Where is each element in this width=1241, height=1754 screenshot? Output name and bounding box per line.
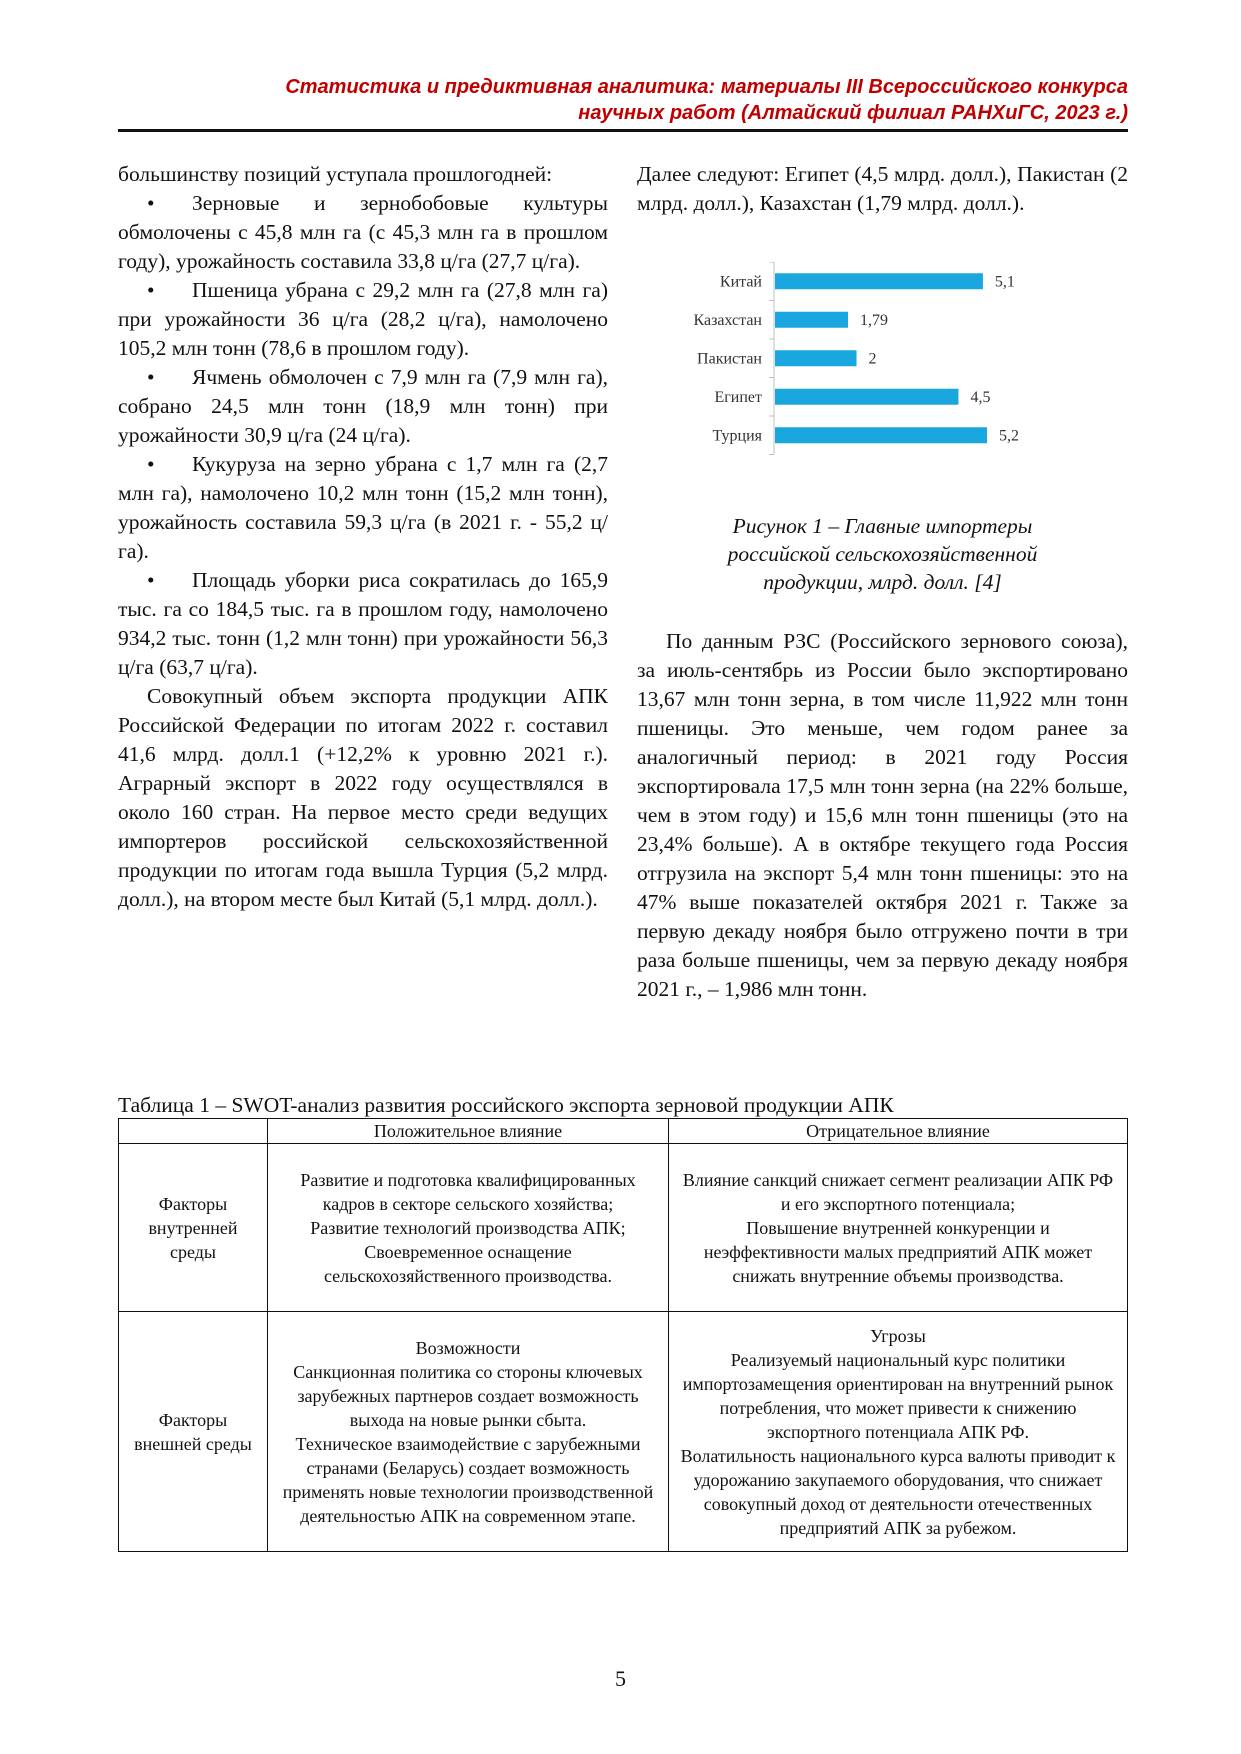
chart-value-label: 4,5: [970, 388, 991, 406]
header-line-2: научных работ (Алтайский филиал РАНХиГС, 2023 г.): [578, 102, 1128, 124]
threats-cell: Угрозы Реализуемый национальный курс политики импортозамещения ориентирован на внутренний рынок потребления, что может привести к снижению экспортного потенциала АПК РФ. Волатильность национального курса валюты приводит к удорожанию закупаемого оборудования, что снижает совокупный доход от деятельности отечественных предприятий АПК за рубежом.: [669, 1312, 1128, 1552]
row-label-internal: Факторы внутренней среды: [119, 1144, 268, 1312]
right-column-body: [637, 627, 1128, 1004]
chart-svg: [637, 262, 1128, 494]
opportunities-cell: Возможности Санкционная политика со стороны ключевых зарубежных партнеров создает возможность выхода на новые рынки сбыта. Техническое взаимодействие с зарубежными странами (Беларусь) создает возможность применять новые технологии производственной деятельностью АПК на современном этапе.: [268, 1312, 669, 1552]
bullet-item: • Кукуруза на зерно убрана с 1,7 млн га (2,7 млн га), намолочено 10,2 млн тонн (15,2 млн тонн), урожайность составила 59,3 ц/га (в 2021 г. - 55,2 ц/га).: [118, 452, 608, 563]
figure-caption: Рисунок 1 – Главные импортеры российской сельскохозяйственной продукции, млрд. долл. [4]: [727, 514, 1038, 594]
bullet-marker: •: [147, 452, 155, 476]
table-header-row: [119, 1119, 1128, 1144]
rzs-paragraph: По данным РЗС (Российского зернового союза), за июль-сентябрь из России было экспортировано 13,67 млн тонн зерна, в том числе 11,922 млн тонн пшеницы. Это меньше, чем годом ранее за аналогичный период: в 2021 году Россия экспортировала 17,5 млн тонн зерна (на 22% больше, чем в этом году) и 15,6 млн тонн пшеницы (это на 23,4% больше). А в октябре текущего года Россия отгрузила на экспорт 5,4 млн тонн пшеницы: это на 47% выше показателей октября 2021 г. Также за первую декаду ноября было отгружено почти в три раза больше пшеницы, чем за первую декаду ноября 2021 г., – 1,986 млн тонн.: [637, 629, 1128, 1001]
table-title: Таблица 1 – SWOT-анализ развития российского экспорта зерновой продукции АПК: [118, 1093, 894, 1117]
chart-value-label: 1,79: [859, 311, 888, 329]
header-empty-cell: [119, 1119, 268, 1144]
chart-value-label: 5,2: [999, 427, 1019, 445]
bullet-marker: •: [147, 568, 155, 592]
importers-chart: [637, 262, 1128, 494]
chart-value-label: 2: [868, 350, 877, 368]
bullet-marker: •: [147, 365, 155, 389]
opportunities-title: Возможности: [415, 1337, 521, 1358]
bullet-marker: •: [147, 278, 155, 302]
bullet-item: • Зерновые и зернобобовые культуры обмолочены с 45,8 млн га (с 45,3 млн га в прошлом году), урожайность составила 33,8 ц/га (27,7 ц/га).: [118, 191, 608, 273]
header-positive: Положительное влияние: [268, 1119, 669, 1144]
bullet-item: • Площадь уборки риса сократилась до 165,9 тыс. га со 184,5 тыс. га в прошлом году, намолочено 934,2 тыс. тонн (1,2 млн тонн) при урожайности 56,3 ц/га (63,7 ц/га).: [118, 568, 608, 679]
page-number: 5: [615, 1666, 626, 1691]
chart-bar: [775, 273, 983, 289]
chart-bar: [775, 427, 987, 443]
chart-category-label: Пакистан: [697, 350, 762, 368]
header-rule: [118, 129, 1128, 132]
left-intro: большинству позиций уступала прошлогодней:: [118, 162, 553, 186]
header-line-1: Статистика и предиктивная аналитика: материалы III Всероссийского конкурса: [285, 76, 1128, 98]
export-paragraph: Совокупный объем экспорта продукции АПК Российской Федерации по итогам 2022 г. составил 41,6 млрд. долл.1 (+12,2% к уровню 2021 г.). Аграрный экспорт в 2022 году осуществлялся в около 160 стран. На первое место среди ведущих импортеров российской сельскохозяйственной продукции по итогам года вышла Турция (5,2 млрд. долл.), на втором месте был Китай (5,1 млрд. долл.).: [118, 684, 608, 911]
chart-category-label: Казахстан: [693, 311, 762, 329]
chart-category-label: Турция: [712, 427, 762, 445]
bullet-item: • Пшеница убрана с 29,2 млн га (27,8 млн га) при урожайности 36 ц/га (28,2 ц/га), намолочено 105,2 млн тонн (78,6 в прошлом году).: [118, 278, 608, 360]
threats-title: Угрозы: [870, 1325, 926, 1346]
header-negative: Отрицательное влияние: [669, 1119, 1128, 1144]
bullet-marker: •: [147, 191, 155, 215]
weaknesses-cell: Влияние санкций снижает сегмент реализации АПК РФ и его экспортного потенциала; Повышение внутренней конкуренции и неэффективности малых предприятий АПК может снижать внутренние объемы производства.: [669, 1144, 1128, 1312]
table-row: [119, 1312, 1128, 1552]
chart-bar: [775, 350, 857, 366]
chart-category-label: Китай: [719, 273, 762, 291]
running-header: [118, 74, 1128, 126]
right-intro: Далее следуют: Египет (4,5 млрд. долл.), Пакистан (2 млрд. долл.), Казахстан (1,79 млрд. долл.).: [637, 162, 1128, 215]
swot-table: [118, 1118, 1128, 1552]
chart-value-label: 5,1: [994, 273, 1015, 291]
right-column-intro: [637, 160, 1128, 218]
table-row: [119, 1144, 1128, 1312]
chart-bar: [775, 389, 958, 405]
bullet-item: • Ячмень обмолочен с 7,9 млн га (7,9 млн га), собрано 24,5 млн тонн (18,9 млн тонн) при урожайности 30,9 ц/га (24 ц/га).: [118, 365, 608, 447]
left-column: [118, 160, 608, 914]
chart-bar: [775, 312, 848, 328]
strengths-cell: Развитие и подготовка квалифицированных кадров в секторе сельского хозяйства; Развитие технологий производства АПК; Своевременное оснащение сельскохозяйственного производства.: [268, 1144, 669, 1312]
chart-category-label: Египет: [714, 388, 762, 406]
row-label-external: Факторы внешней среды: [119, 1312, 268, 1552]
